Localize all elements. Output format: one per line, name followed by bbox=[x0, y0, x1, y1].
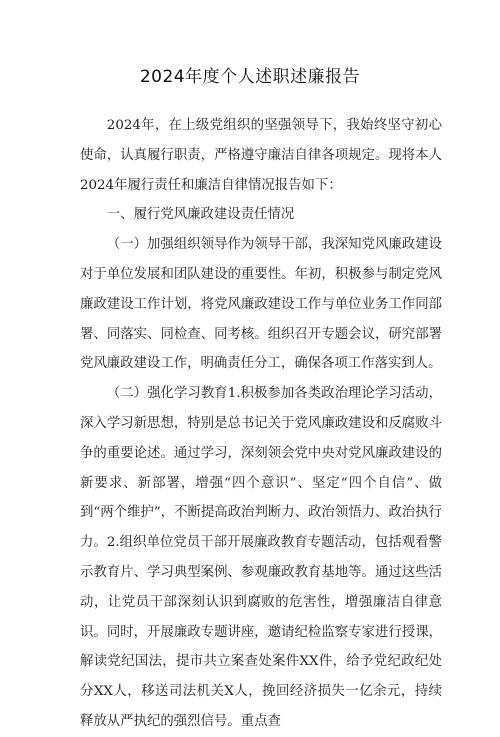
document-title: 2024年度个人述职述廉报告 bbox=[139, 67, 361, 87]
document-body bbox=[80, 111, 442, 737]
paragraph-study-education: （二）强化学习教育1.积极参加各类政治理论学习活动，深入学习新思想，特别是总书记关于党风廉政建设和反腐败斗争的重要论述。通过学习，深刻领会党中央对党风廉政建设的新要求、新部署，增强“四个意识”、坚定“四个自信”、做到“两个维护”，不断提高政治判断力、政治领悟力、政治执行力。2.组织单位党员干部开展廉政教育专题活动，包括观看警示教育片、学习典型案例、参观廉政教育基地等。通过这些活动，让党员干部深刻认识到腐败的危害性，增强廉洁自律意识。同时，开展廉政专题讲座，邀请纪检监察专家进行授课，解读党纪国法，提市共立案查处案件XX件，给予党纪政纪处分XX人，移送司法机关X人，挽回经济损失一亿余元，持续释放从严执纪的强烈信号。重点查 bbox=[80, 386, 442, 729]
section-heading-1: 一、履行党风廉政建设责任情况 bbox=[106, 207, 295, 223]
paragraph-organization-leadership: （一）加强组织领导作为领导干部，我深知党风廉政建设对于单位发展和团队建设的重要性。年初，积极参与制定党风廉政建设工作计划，将党风廉政建设工作与单位业务工作同部署、同落实、同检查、同考核。组织召开专题会议，研究部署党风廉政建设工作，明确责任分工，确保各项工作落实到人。 bbox=[80, 237, 442, 372]
intro-paragraph: 2024年，在上级党组织的坚强领导下，我始终坚守初心使命，认真履行职责，严格遵守廉洁自律各项规定。现将本人2024年履行责任和廉洁自律情况报告如下： bbox=[80, 118, 442, 193]
